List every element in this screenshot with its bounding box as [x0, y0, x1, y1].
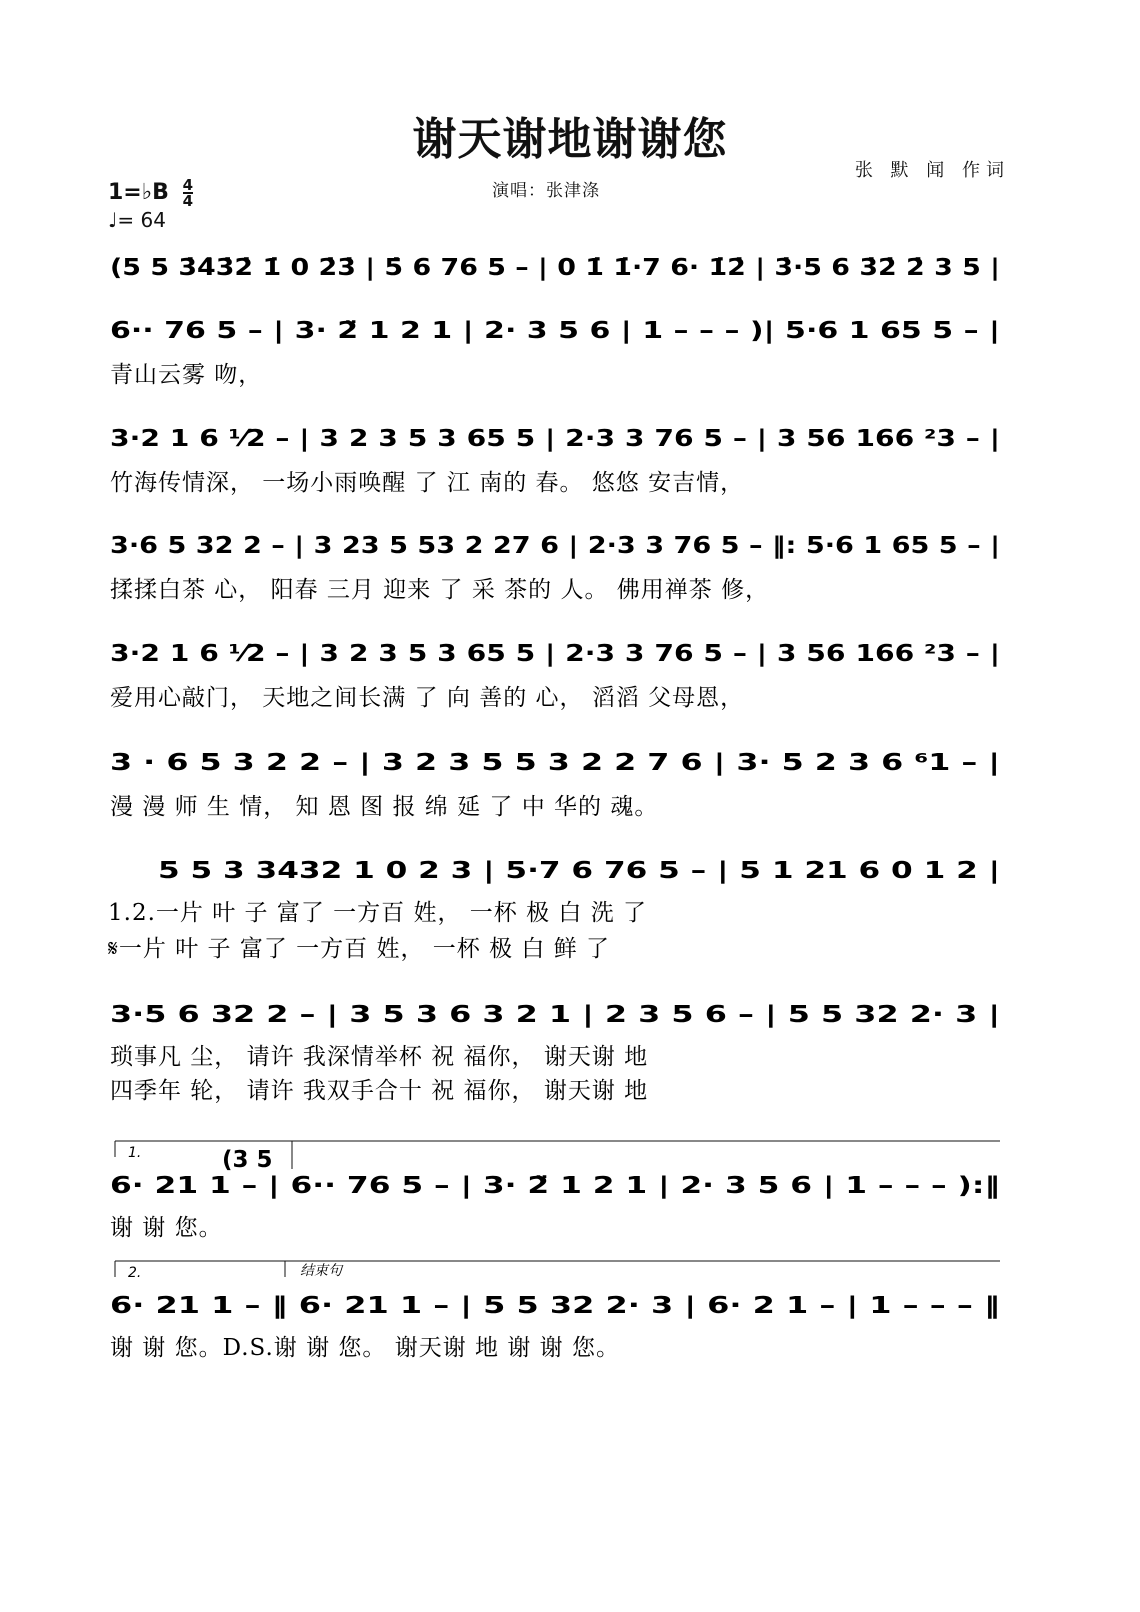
lyric-line: 漫 漫 师 生 情， 知 恩 图 报 绵 延 了 中 华的 魂。 — [110, 794, 659, 820]
ending-label: 结束句 — [300, 1263, 342, 1279]
singer-credit: 演唱：张津涤 — [492, 181, 600, 201]
notation-row: 6· 21 1 – | 6·· 76 5 – | 3· 2̈ 1 2 1 | 2· 3 5 6 | 1 – – – ):‖ — [110, 1173, 1000, 1199]
tempo-marking: ♩= 64 — [108, 208, 166, 232]
lyric-line: 𝄋一片 叶 子 富了 一方百 姓， 一杯 极 白 鲜 了 — [108, 936, 611, 962]
lyric-line: 四季年 轮， 请许 我双手合十 祝 福你， 谢天谢 地 — [110, 1078, 649, 1104]
notation-row: 3·2 1 6 ⅟2 – | 3 2 3 5 3 65 5 | 2·3 3 76 5 – | 3 56 166 ²3 – | — [110, 641, 1000, 667]
time-bottom: 4 — [182, 192, 193, 210]
time-top: 4 — [182, 176, 193, 194]
volta-number: 2. — [128, 1265, 142, 1281]
lyric-line: 1.2.一片 叶 子 富了 一方百 姓， 一杯 极 白 洗 了 — [108, 900, 647, 926]
notation-row: 6· 21 1 – ‖ 6· 21 1 – | 5 5 32 2· 3 | 6· 2 1 – | 1 – – – ‖ — [110, 1293, 1000, 1319]
lyric-line: 谢 谢 您。D.S.谢 谢 您。 谢天谢 地 谢 谢 您。 — [110, 1335, 620, 1361]
lyric-line: 爱用心敲门， 天地之间长满 了 向 善的 心， 滔滔 父母恩， — [110, 685, 745, 711]
notation-row: (5 5 3̇4̇3̇2̇ 1̇ 0 2̇3̇ | 5̇ 6 76 5 – | 0 1̇ 1̇·7 6· 1̇2̇ | 3̇·5 6 3̇2̇ 2̇ 3 5 | — [110, 255, 1000, 281]
lyric-line: 谢 谢 您。 — [110, 1215, 223, 1241]
lyric-line: 竹海传情深， 一场小雨唤醒 了 江 南的 春。 悠悠 安吉情， — [110, 470, 745, 496]
notation-row: 5 5 3 3432 1 0 2 3 | 5·7 6 76 5 – | 5 1 21 6 0 1 2 | — [158, 858, 1000, 884]
lyric-line: 青山云雾 吻， — [110, 362, 263, 388]
pickup-notes: (3 5 — [222, 1147, 273, 1173]
key-label: 1=♭B — [108, 180, 169, 205]
notation-row: 3·2 1 6 ⅟2 – | 3 2 3 5 3 65 5 | 2·3 3 76 5 – | 3 56 166 ²3 – | — [110, 426, 1000, 452]
lyric-line: 琐事凡 尘， 请许 我深情举杯 祝 福你， 谢天谢 地 — [110, 1044, 649, 1070]
notation-row: 3·5 6 32 2 – | 3 5 3 6 3 2 1 | 2 3 5 6 – | 5 5 32 2· 3 | — [110, 1002, 1000, 1028]
notation-row: 6·· 76 5 – | 3· 2̈ 1 2 1 | 2· 3 5 6 | 1 – – – )| 5·6 1 65 5 – | — [110, 318, 1000, 344]
lyricist-credit: 张 默 闻 作词 — [854, 160, 1010, 181]
volta-number: 1. — [128, 1145, 142, 1161]
song-title: 谢天谢地谢谢您 — [412, 114, 728, 165]
lyric-line: 揉揉白茶 心， 阳春 三月 迎来 了 采 茶的 人。 佛用禅茶 修， — [110, 577, 770, 603]
notation-row: 3 · 6 5 3 2 2 – | 3 2 3 5 5 3 2 2 7 6 | 3· 5 2 3 6 ⁶1 – | — [110, 750, 1001, 776]
notation-row: 3·6 5 32 2 – | 3 23 5 53 2 27 6 | 2·3 3 76 5 – ‖: 5·6 1 65 5 – | — [110, 533, 1001, 559]
